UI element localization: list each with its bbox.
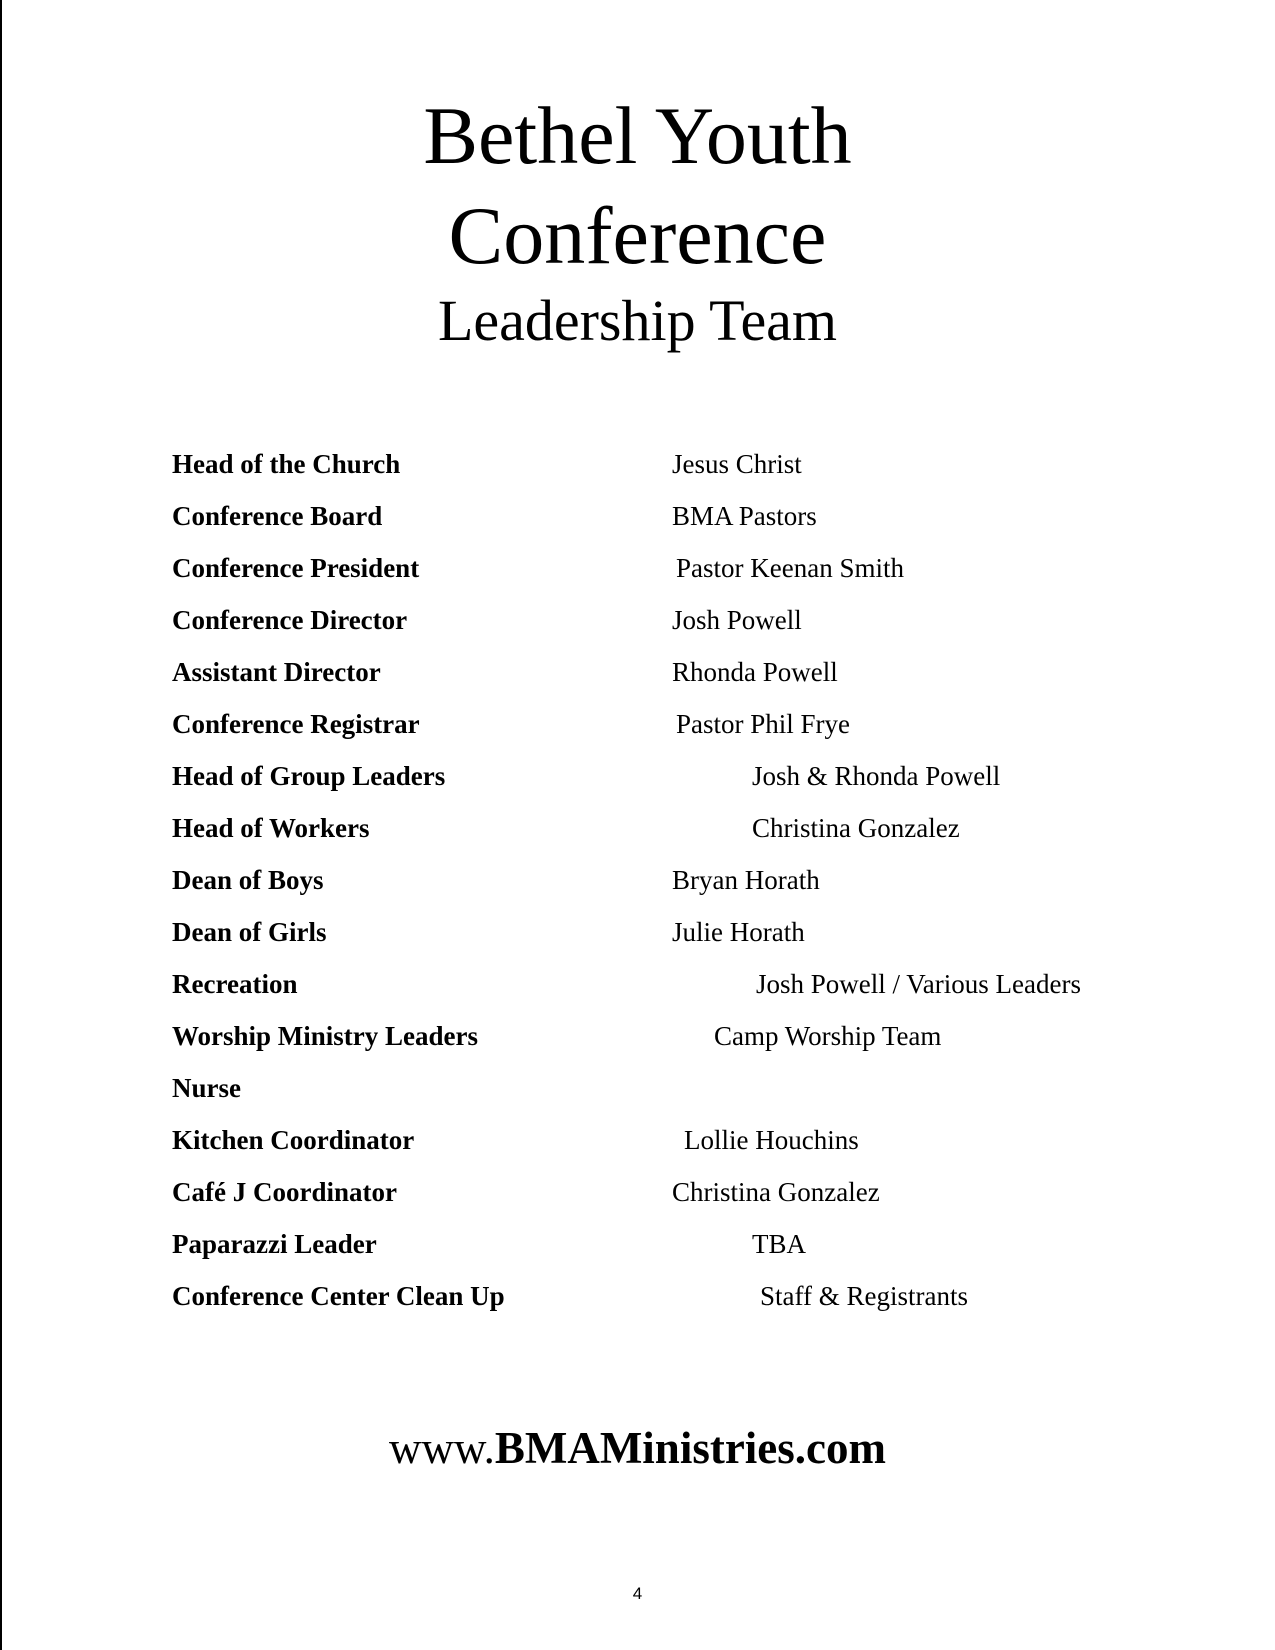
roster-row <box>0 1176 1275 1216</box>
page-title-line-1: Bethel Youth <box>423 90 852 181</box>
roster-role: Kitchen Coordinator <box>172 1125 415 1155</box>
roster-row <box>0 656 1275 696</box>
roster-row <box>0 604 1275 644</box>
roster-name: Christina Gonzalez <box>672 1177 880 1207</box>
roster-row <box>0 864 1275 904</box>
roster-row <box>0 552 1275 592</box>
roster-role: Conference Center Clean Up <box>172 1281 505 1311</box>
roster-role: Conference Director <box>172 605 408 635</box>
roster-name: Jesus Christ <box>672 449 802 479</box>
roster-role: Café J Coordinator <box>172 1177 397 1207</box>
roster-row <box>0 1228 1275 1268</box>
roster-row <box>0 916 1275 956</box>
roster-name: Pastor Keenan Smith <box>676 553 904 583</box>
roster-name: Christina Gonzalez <box>752 813 960 843</box>
page-number: 4 <box>632 1584 643 1603</box>
roster-row <box>0 1020 1275 1060</box>
website-url <box>0 1423 1275 1473</box>
roster-name: Rhonda Powell <box>672 657 838 687</box>
roster-row <box>0 1124 1275 1164</box>
roster-role: Conference President <box>172 553 420 583</box>
roster-name: TBA <box>752 1229 806 1259</box>
roster-role: Conference Board <box>172 501 383 531</box>
roster-role: Head of Workers <box>172 813 370 843</box>
roster-name: Josh Powell / Various Leaders <box>756 969 1081 999</box>
roster-role: Paparazzi Leader <box>172 1229 377 1259</box>
roster-name: Pastor Phil Frye <box>676 709 851 739</box>
roster-name: Josh & Rhonda Powell <box>752 761 1001 791</box>
roster-role: Head of Group Leaders <box>172 761 446 791</box>
roster-row <box>0 1072 1275 1112</box>
roster-name: Lollie Houchins <box>684 1125 859 1155</box>
roster-role: Nurse <box>172 1073 241 1103</box>
page-subtitle: Leadership Team <box>437 288 838 353</box>
roster-row <box>0 500 1275 540</box>
roster-name: Julie Horath <box>672 917 805 947</box>
website-url-domain: BMAMinistries.com <box>494 1423 886 1473</box>
roster-row <box>0 708 1275 748</box>
roster-name: BMA Pastors <box>672 501 817 531</box>
roster-role: Head of the Church <box>172 449 401 479</box>
roster-row <box>0 812 1275 852</box>
roster-name: Josh Powell <box>672 605 802 635</box>
roster-role: Dean of Boys <box>172 865 324 895</box>
roster-row <box>0 1280 1275 1320</box>
roster-row <box>0 760 1275 800</box>
roster-role: Conference Registrar <box>172 709 420 739</box>
roster-name: Bryan Horath <box>672 865 820 895</box>
roster-row <box>0 448 1275 488</box>
roster-row <box>0 968 1275 1008</box>
roster-role: Worship Ministry Leaders <box>172 1021 479 1051</box>
roster-role: Assistant Director <box>172 657 381 687</box>
roster-name: Staff & Registrants <box>760 1281 968 1311</box>
page-title-line-2: Conference <box>448 190 827 281</box>
roster-role: Dean of Girls <box>172 917 327 947</box>
roster-name: Camp Worship Team <box>714 1021 942 1051</box>
roster-role: Recreation <box>172 969 298 999</box>
website-url-prefix: www. <box>389 1423 495 1473</box>
